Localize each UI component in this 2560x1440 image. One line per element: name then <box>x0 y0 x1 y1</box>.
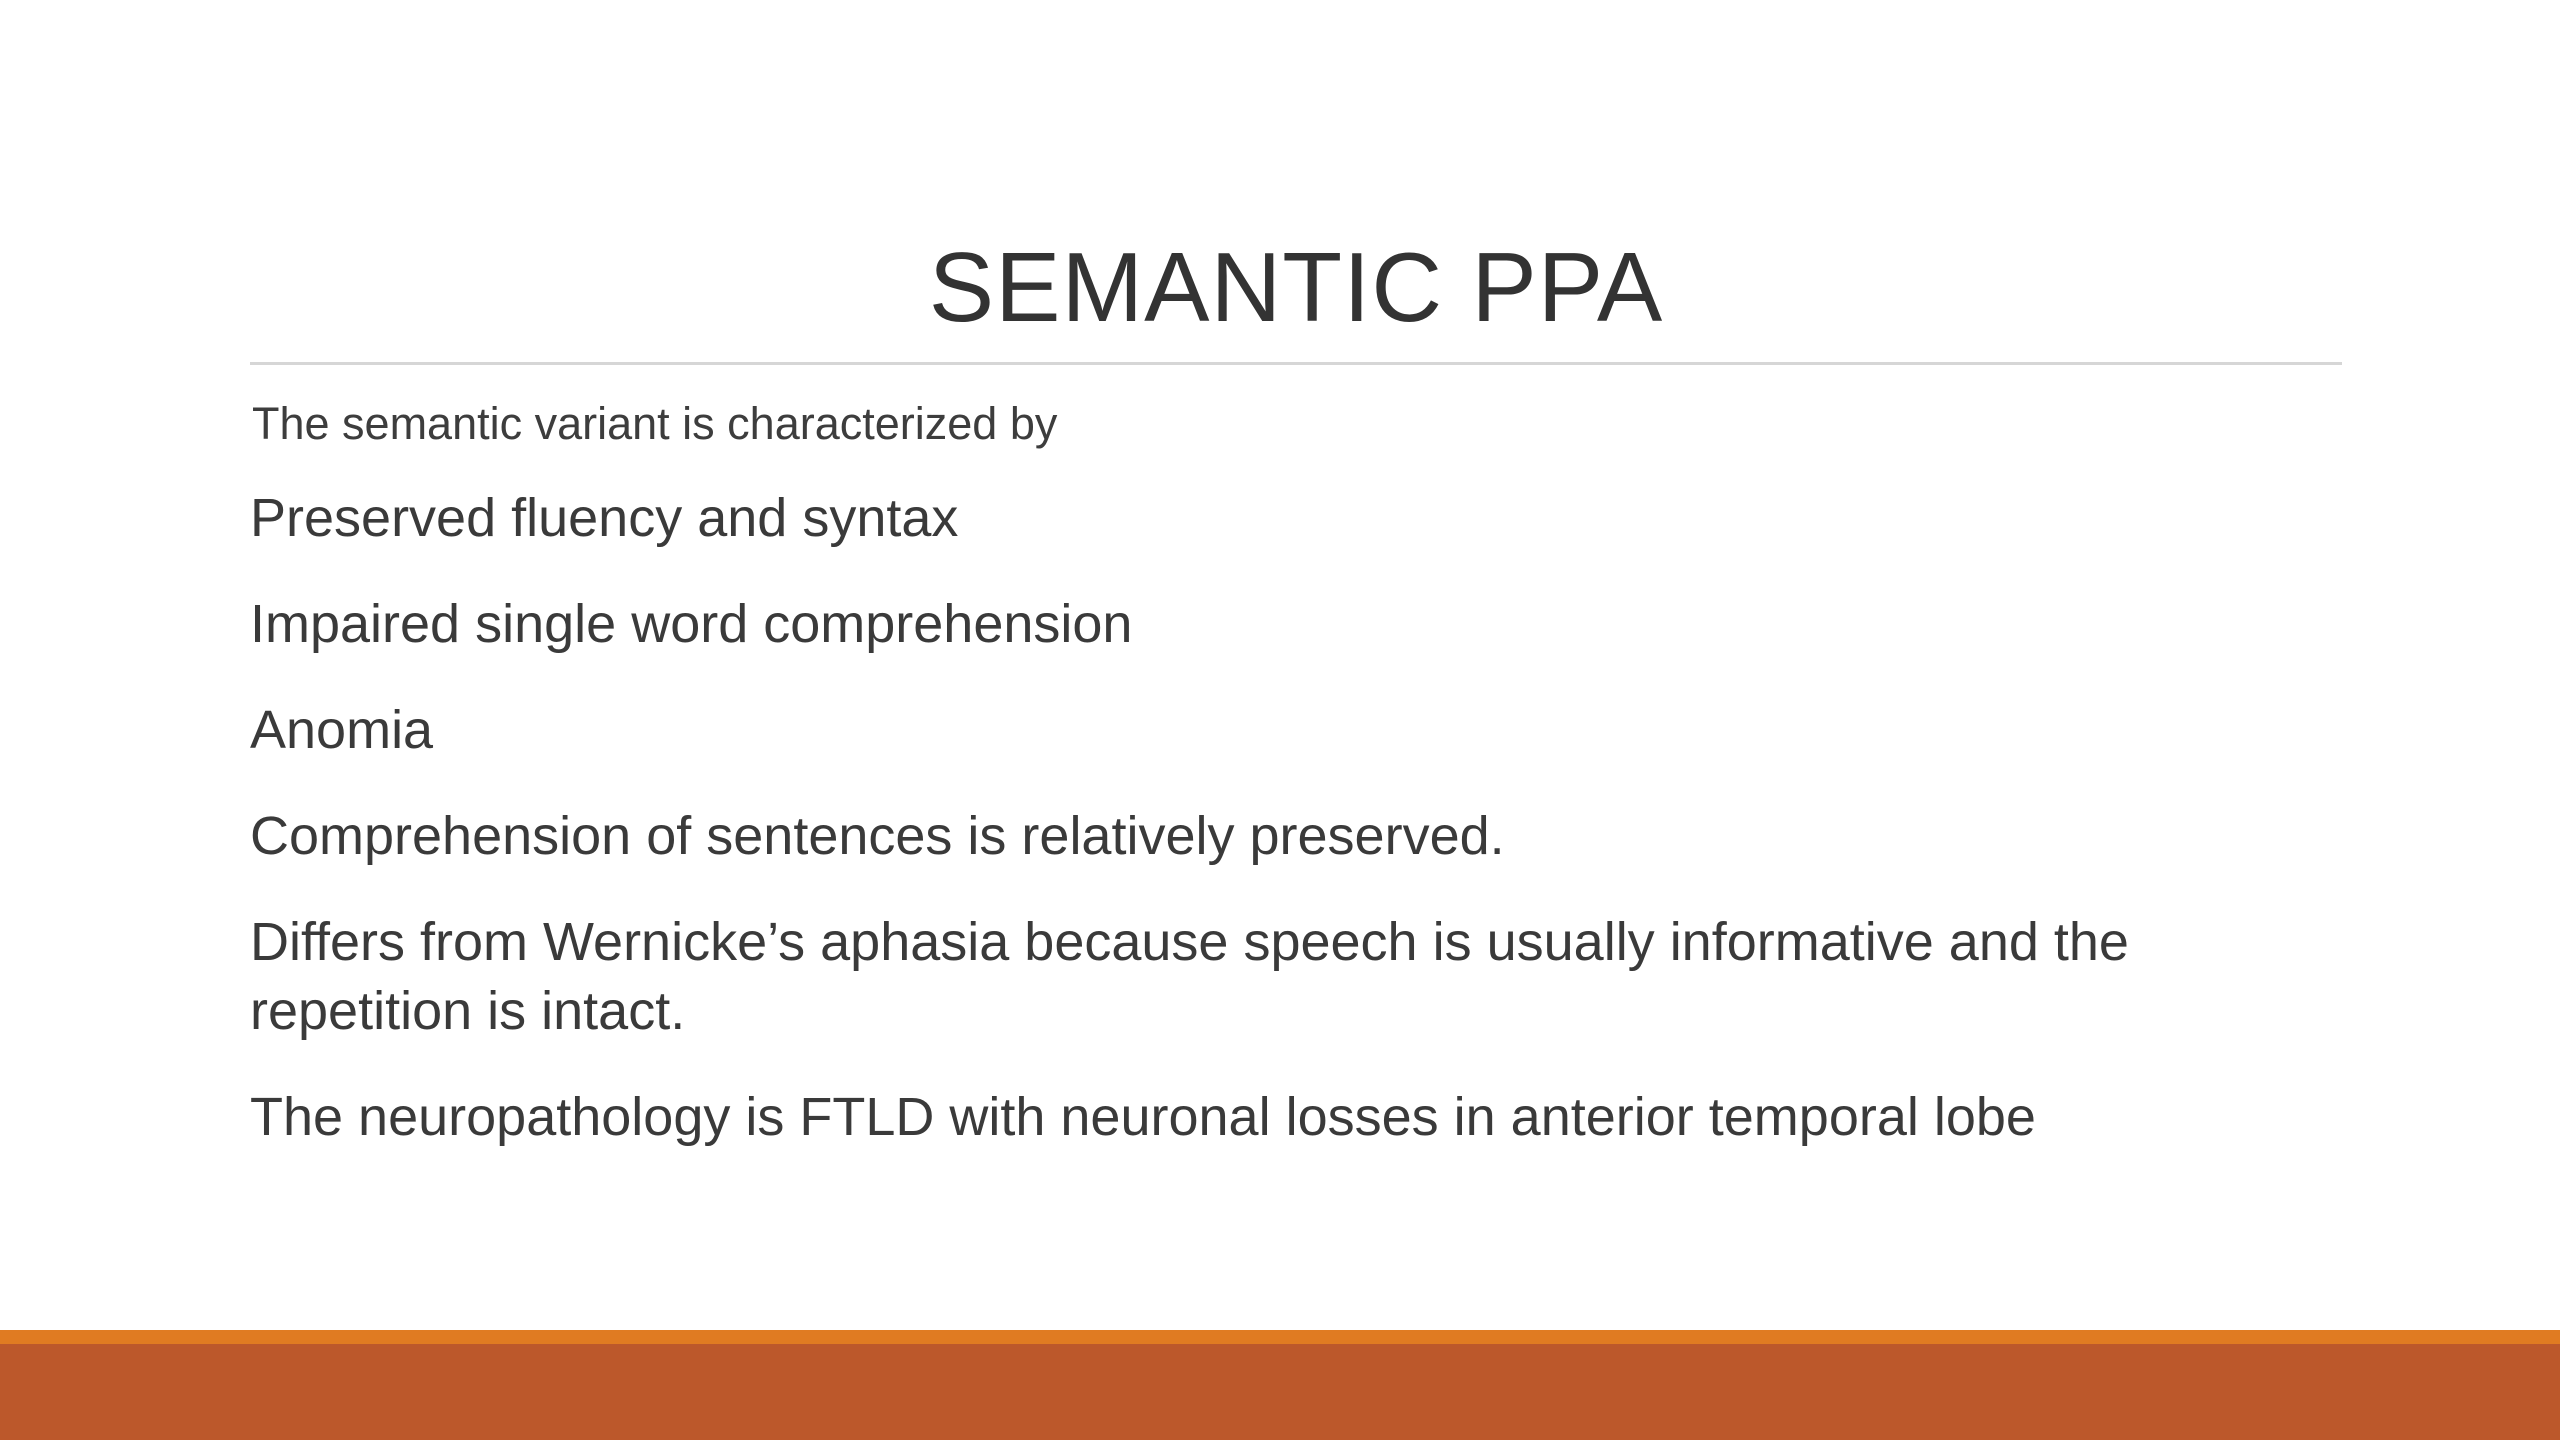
bullet-item: Impaired single word comprehension <box>250 594 1133 654</box>
footer-accent-stripe <box>0 1330 2560 1344</box>
intro-text: The semantic variant is characterized by <box>252 398 1058 449</box>
bullet-item: Preserved fluency and syntax <box>250 488 959 548</box>
bullet-list <box>250 484 2350 1189</box>
bullet-item: Comprehension of sentences is relatively preserved. <box>250 806 1505 866</box>
bullet-item: Anomia <box>250 700 434 760</box>
slide-title: SEMANTIC PPA <box>928 232 1664 342</box>
title-divider <box>250 362 2342 365</box>
bullet-item: The neuropathology is FTLD with neuronal losses in anterior temporal lobe <box>250 1087 2036 1147</box>
bullet-item: Differs from Wernicke’s aphasia because speech is usually informative and the repetition is intact. <box>250 912 2129 1041</box>
footer-band <box>0 1344 2560 1440</box>
